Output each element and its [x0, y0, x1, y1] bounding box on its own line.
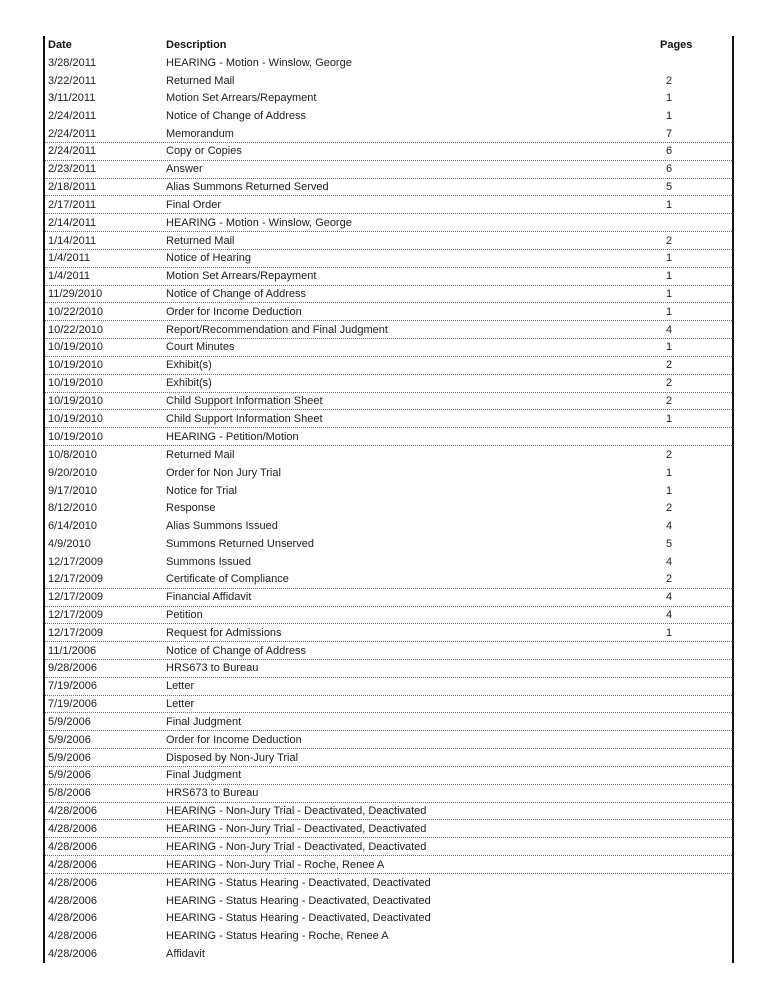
row-description: Alias Summons Returned Served	[166, 181, 329, 194]
row-pages: 2	[666, 394, 673, 407]
row-pages: 4	[666, 323, 673, 336]
row-date: 2/24/2011	[48, 145, 97, 158]
table-row	[45, 892, 732, 910]
row-date: 5/9/2006	[48, 715, 91, 728]
row-date: 12/17/2009	[48, 555, 104, 568]
row-date: 1/14/2011	[48, 234, 97, 247]
row-description: Motion Set Arrears/Repayment	[166, 270, 317, 283]
row-description: Returned Mail	[166, 234, 235, 247]
row-date: 5/9/2006	[48, 751, 91, 764]
row-date: 10/19/2010	[48, 377, 104, 390]
row-description: Notice of Change of Address	[166, 288, 307, 300]
table-row	[45, 196, 732, 214]
row-date: 4/28/2006	[48, 840, 97, 853]
table-row	[45, 375, 732, 393]
row-date: 4/28/2006	[48, 858, 97, 871]
table-row	[45, 54, 732, 72]
table-row	[45, 428, 732, 446]
row-description: Court Minutes	[166, 341, 235, 354]
table-row	[45, 125, 732, 143]
row-description: Returned Mail	[166, 74, 235, 87]
row-description: Exhibit(s)	[166, 359, 212, 372]
row-description: HEARING - Motion - Winslow, George	[166, 56, 352, 69]
row-pages: 1	[666, 252, 673, 265]
row-pages: 5	[666, 181, 673, 194]
table-row	[45, 143, 732, 161]
table-row	[45, 927, 732, 945]
row-pages: 6	[666, 145, 673, 158]
row-description: Child Support Information Sheet	[166, 394, 323, 407]
table-row	[45, 820, 732, 838]
row-pages: 2	[666, 359, 673, 372]
row-date: 4/9/2010	[48, 538, 91, 551]
row-pages: 1	[666, 305, 673, 318]
row-date: 1/4/2011	[48, 252, 91, 265]
row-date: 4/28/2006	[48, 948, 97, 961]
row-pages: 4	[666, 520, 673, 533]
row-pages: 1	[666, 198, 673, 211]
row-description: Certificate of Compliance	[166, 573, 289, 586]
row-description: Response	[166, 502, 216, 515]
row-date: 2/18/2011	[48, 181, 97, 194]
row-pages: 1	[666, 626, 673, 639]
row-date: 9/28/2006	[48, 662, 97, 675]
row-description: Financial Affidavit	[166, 591, 252, 604]
table-row	[45, 464, 732, 482]
row-date: 4/28/2006	[48, 930, 97, 943]
row-date: 8/12/2010	[48, 502, 97, 515]
row-date: 3/11/2011	[48, 92, 96, 105]
row-description: Order for Income Deduction	[166, 305, 302, 318]
row-description: Order for Income Deduction	[166, 733, 302, 746]
table-row	[45, 607, 732, 625]
table-row	[45, 303, 732, 321]
row-date: 10/22/2010	[48, 305, 104, 318]
row-description: Disposed by Non-Jury Trial	[166, 751, 299, 764]
table-row	[45, 589, 732, 607]
row-description: Copy or Copies	[166, 145, 242, 158]
row-description: HEARING - Non-Jury Trial - Roche, Renee A	[166, 858, 385, 871]
row-description: HEARING - Non-Jury Trial - Deactivated, Deactivated	[166, 822, 427, 835]
row-pages: 2	[666, 573, 673, 586]
row-description: Final Judgment	[166, 715, 242, 728]
row-description: Summons Returned Unserved	[166, 538, 314, 551]
row-date: 10/19/2010	[48, 359, 104, 372]
docket-table	[43, 36, 734, 963]
row-date: 5/9/2006	[48, 733, 91, 746]
table-row	[45, 553, 732, 571]
row-date: 12/17/2009	[48, 608, 104, 621]
table-row	[45, 268, 732, 286]
row-date: 4/28/2006	[48, 876, 97, 889]
row-description: Request for Admissions	[166, 626, 282, 639]
column-header-description: Description	[166, 38, 227, 51]
row-pages: 1	[666, 466, 673, 479]
row-description: HEARING - Status Hearing - Deactivated, Deactivated	[166, 876, 431, 889]
row-date: 4/28/2006	[48, 822, 97, 835]
row-date: 2/17/2011	[48, 198, 97, 211]
row-date: 11/29/2010	[48, 288, 103, 300]
row-date: 10/8/2010	[48, 448, 97, 461]
table-row	[45, 321, 732, 339]
table-body	[45, 54, 732, 963]
row-description: HEARING - Status Hearing - Deactivated, Deactivated	[166, 894, 431, 907]
row-date: 2/24/2011	[48, 127, 97, 140]
row-pages: 1	[666, 110, 673, 123]
row-description: Final Judgment	[166, 769, 242, 782]
row-description: Notice of Change of Address	[166, 644, 307, 657]
table-row	[45, 642, 732, 660]
table-row	[45, 232, 732, 250]
table-row	[45, 571, 732, 589]
row-description: Summons Issued	[166, 555, 251, 568]
row-description: HEARING - Non-Jury Trial - Deactivated, Deactivated	[166, 805, 427, 818]
row-pages: 2	[666, 448, 673, 461]
table-row	[45, 72, 732, 90]
row-description: Child Support Information Sheet	[166, 412, 323, 425]
row-description: Returned Mail	[166, 448, 235, 461]
table-row	[45, 856, 732, 874]
row-pages: 1	[666, 288, 673, 300]
row-pages: 7	[666, 127, 673, 140]
row-description: HEARING - Petition/Motion	[166, 430, 299, 443]
row-description: Letter	[166, 680, 195, 693]
table-row	[45, 500, 732, 518]
row-pages: 1	[666, 270, 673, 283]
row-description: Letter	[166, 698, 195, 711]
row-date: 5/9/2006	[48, 769, 91, 782]
row-date: 11/1/2006	[48, 644, 97, 657]
table-row	[45, 179, 732, 197]
row-pages: 2	[666, 234, 673, 247]
table-row	[45, 107, 732, 125]
table-row	[45, 624, 732, 642]
row-date: 10/19/2010	[48, 430, 104, 443]
row-date: 7/19/2006	[48, 698, 97, 711]
row-date: 3/28/2011	[48, 56, 97, 69]
row-description: Notice of Hearing	[166, 252, 251, 265]
row-pages: 4	[666, 608, 673, 621]
row-pages: 1	[666, 92, 673, 105]
table-row	[45, 678, 732, 696]
row-description: Petition	[166, 608, 203, 621]
table-row	[45, 785, 732, 803]
table-row	[45, 838, 732, 856]
row-pages: 1	[666, 412, 673, 425]
column-header-date: Date	[48, 38, 72, 51]
row-pages: 2	[666, 74, 673, 87]
table-row	[45, 286, 732, 304]
row-pages: 4	[666, 555, 673, 568]
row-description: Final Order	[166, 198, 222, 211]
row-pages: 5	[666, 538, 673, 551]
row-pages: 2	[666, 377, 673, 390]
table-row	[45, 696, 732, 714]
row-date: 12/17/2009	[48, 626, 104, 639]
row-description: Report/Recommendation and Final Judgment	[166, 323, 388, 336]
row-description: Memorandum	[166, 127, 234, 140]
row-date: 5/8/2006	[48, 787, 91, 800]
row-description: HEARING - Status Hearing - Roche, Renee A	[166, 930, 389, 943]
row-date: 10/22/2010	[48, 323, 104, 336]
row-date: 12/17/2009	[48, 591, 104, 604]
row-date: 2/14/2011	[48, 216, 97, 229]
table-row	[45, 482, 732, 500]
table-row	[45, 749, 732, 767]
row-date: 10/19/2010	[48, 341, 104, 354]
table-row	[45, 517, 732, 535]
table-row	[45, 713, 732, 731]
row-pages: 2	[666, 502, 673, 515]
table-row	[45, 945, 732, 963]
row-description: Alias Summons Issued	[166, 520, 278, 533]
table-row	[45, 161, 732, 179]
table-header	[45, 36, 732, 54]
row-description: Motion Set Arrears/Repayment	[166, 92, 317, 105]
row-description: Order for Non Jury Trial	[166, 466, 281, 479]
row-date: 9/17/2010	[48, 484, 97, 497]
row-description: HEARING - Non-Jury Trial - Deactivated, Deactivated	[166, 840, 427, 853]
row-description: HEARING - Motion - Winslow, George	[166, 216, 352, 229]
row-pages: 4	[666, 591, 673, 604]
row-date: 4/28/2006	[48, 805, 97, 818]
table-row	[45, 410, 732, 428]
row-date: 4/28/2006	[48, 894, 97, 907]
row-date: 1/4/2011	[48, 270, 91, 283]
table-row	[45, 214, 732, 232]
row-date: 12/17/2009	[48, 573, 104, 586]
table-row	[45, 910, 732, 928]
table-row	[45, 874, 732, 892]
table-row	[45, 393, 732, 411]
row-date: 3/22/2011	[48, 74, 97, 87]
row-description: HRS673 to Bureau	[166, 662, 259, 675]
table-row	[45, 89, 732, 107]
table-row	[45, 446, 732, 464]
row-pages: 1	[666, 484, 673, 497]
row-description: Answer	[166, 163, 203, 176]
row-date: 2/23/2011	[48, 163, 97, 176]
table-row	[45, 535, 732, 553]
row-description: Affidavit	[166, 948, 205, 961]
row-description: Notice of Change of Address	[166, 110, 307, 123]
row-description: HRS673 to Bureau	[166, 787, 259, 800]
table-row	[45, 250, 732, 268]
row-date: 4/28/2006	[48, 912, 97, 925]
row-date: 7/19/2006	[48, 680, 97, 693]
column-header-pages: Pages	[660, 38, 693, 51]
row-date: 6/14/2010	[48, 520, 97, 533]
row-date: 10/19/2010	[48, 394, 104, 407]
row-pages: 6	[666, 163, 673, 176]
table-row	[45, 803, 732, 821]
row-date: 9/20/2010	[48, 466, 97, 479]
row-date: 2/24/2011	[48, 110, 97, 123]
table-row	[45, 339, 732, 357]
table-row	[45, 660, 732, 678]
table-row	[45, 357, 732, 375]
row-description: Exhibit(s)	[166, 377, 212, 390]
row-description: HEARING - Status Hearing - Deactivated, Deactivated	[166, 912, 431, 925]
row-pages: 1	[666, 341, 673, 354]
row-date: 10/19/2010	[48, 412, 104, 425]
row-description: Notice for Trial	[166, 484, 237, 497]
table-row	[45, 767, 732, 785]
table-row	[45, 731, 732, 749]
